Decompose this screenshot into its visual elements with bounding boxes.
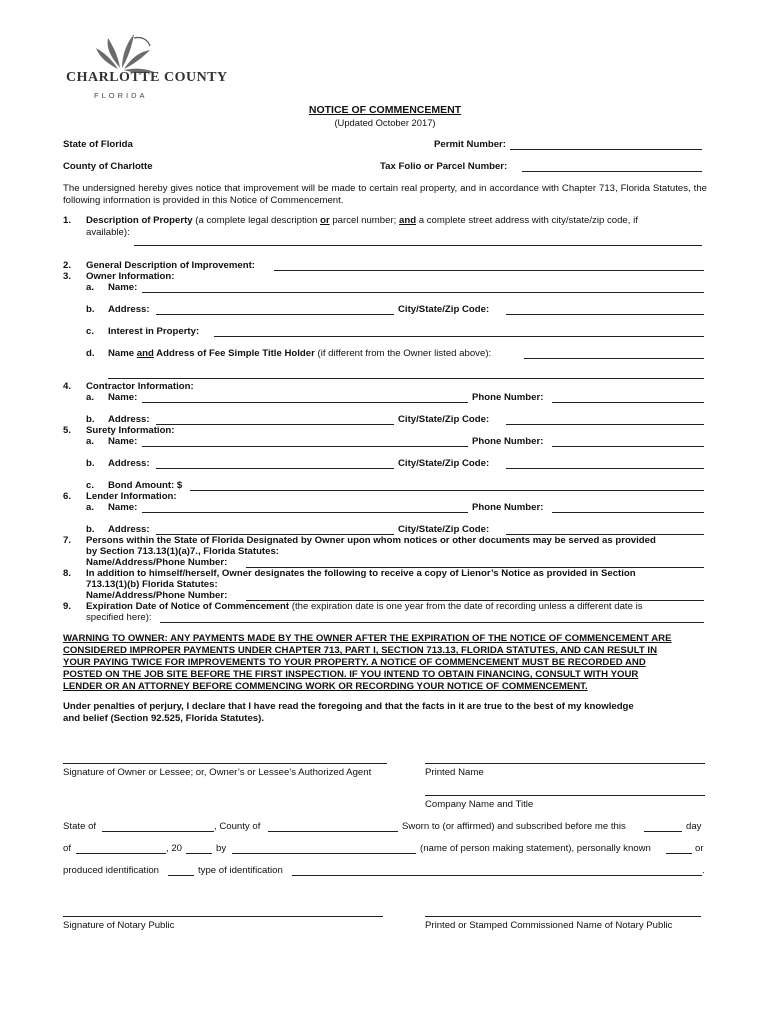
s8-nap-label: Name/Address/Phone Number: [86,590,228,601]
s5-c: c. [86,480,95,491]
bond-amount-field[interactable] [190,490,704,491]
s6-num: 6. [63,491,72,502]
s3-name-label: Name: [108,282,138,293]
produced-id-field[interactable] [168,875,194,876]
warning-line-5: LENDER OR AN ATTORNEY BEFORE COMMENCING WORK OR RECORDING YOUR NOTICE OF COMMENCEMENT. [63,681,588,692]
notary-month-field[interactable] [76,853,166,854]
company-title-field[interactable] [425,795,705,796]
owner-name-field[interactable] [142,292,704,293]
s6-a: a. [86,502,95,513]
perjury-line-1: Under penalties of perjury, I declare that I have read the foregoing and that the facts in it are true to the best of my knowledge [63,701,634,712]
surety-phone-field[interactable] [552,446,704,447]
owner-csz-field[interactable] [506,314,704,315]
notary-signature-field[interactable] [63,916,383,917]
notary-by-label: by [216,843,227,854]
s6-b: b. [86,524,95,535]
taxfolio-field[interactable] [522,171,702,172]
notary-state-field[interactable] [102,831,214,832]
s6-name-label: Name: [108,502,138,513]
perjury-line-2: and belief (Section 92.525, Florida Statutes). [63,713,264,724]
s3-d: d. [86,348,95,359]
s3-interest-label: Interest in Property: [108,326,200,337]
fee-holder-field[interactable] [524,358,704,359]
contractor-name-field[interactable] [142,402,468,403]
s8-num: 8. [63,568,72,579]
s7-nap-label: Name/Address/Phone Number: [86,557,228,568]
warning-line-1: WARNING TO OWNER: ANY PAYMENTS MADE BY THE OWNER AFTER THE EXPIRATION OF THE NOTICE OF COMMENCEMENT ARE [63,633,672,644]
produced-id-label: produced identification [63,865,160,876]
s4-address-label: Address: [108,414,150,425]
s5-label: Surety Information: [86,425,175,436]
s5-b: b. [86,458,95,469]
s1-text: Description of Property (a complete legal description or parcel number; and a complete street address with city/state/zip code, if [86,215,638,226]
s1-text-2: available): [86,227,130,238]
notary-name-of-label: (name of person making statement), personally known [420,843,651,854]
owner-address-field[interactable] [156,314,394,315]
notary-state-label: State of [63,821,97,832]
property-description-field[interactable] [134,245,702,246]
notary-day-field[interactable] [644,831,682,832]
warning-line-2: CONSIDERED IMPROPER PAYMENTS UNDER CHAPTER 713, PART I, SECTION 713.13, FLORIDA STATUTES, AND CAN RESULT IN [63,645,657,656]
intro-paragraph: The undersigned hereby gives notice that improvement will be made to certain real property, and in accordance with Chapter 713, Florida Statutes, the following information is provided in this Notice of Commencement. [63,183,707,206]
s8-line2: 713.13(1)(b) Florida Statutes: [86,579,218,590]
s5-address-label: Address: [108,458,150,469]
s4-label: Contractor Information: [86,381,194,392]
s9-num: 9. [63,601,72,612]
s6-csz-label: City/State/Zip Code: [398,524,490,535]
fee-holder-field-2[interactable] [108,378,704,379]
page-title: NOTICE OF COMMENCEMENT [308,104,462,116]
warning-line-4: POSTED ON THE JOB SITE BEFORE THE FIRST INSPECTION. IF YOU INTEND TO OBTAIN FINANCING, CONSULT WITH YOUR [63,669,639,680]
improvement-field[interactable] [274,270,704,271]
lender-name-field[interactable] [142,512,468,513]
s3-address-label: Address: [108,304,150,315]
permit-field[interactable] [510,149,702,150]
s5-a: a. [86,436,95,447]
s7-line1: Persons within the State of Florida Designated by Owner upon whom notices or other documents may be served as provided [86,535,656,546]
county-label: County of Charlotte [63,161,153,172]
fee-holder-label: Name and Address of Fee Simple Title Holder (if different from the Owner listed above): [108,348,492,359]
s4-name-label: Name: [108,392,138,403]
s5-bond-label: Bond Amount: $ [108,480,183,491]
s7-line2: by Section 713.13(1)(a)7., Florida Statutes: [86,546,279,557]
id-type-period: . [702,865,705,876]
page-subtitle: (Updated October 2017) [334,117,436,128]
id-type-label: type of identification [198,865,283,876]
logo-sub: FLORIDA [94,91,148,100]
s2-label: General Description of Improvement: [86,260,255,271]
s3-b: b. [86,304,95,315]
s2-num: 2. [63,260,72,271]
s4-a: a. [86,392,95,403]
notary-county-field[interactable] [268,831,398,832]
id-type-field[interactable] [292,875,702,876]
lender-phone-field[interactable] [552,512,704,513]
notary-year-label: , 20 [166,843,183,854]
printed-name-label: Printed Name [425,767,484,778]
s9-text-2: specified here): [86,612,152,623]
s1-num: 1. [63,215,72,226]
interest-field[interactable] [214,336,704,337]
surety-name-field[interactable] [142,446,468,447]
notary-of-label: of [63,843,72,854]
state-label: State of Florida [63,139,133,150]
notary-printed-name-field[interactable] [425,916,701,917]
notary-printed-name-label: Printed or Stamped Commissioned Name of Notary Public [425,920,673,931]
surety-csz-field[interactable] [506,468,704,469]
s5-csz-label: City/State/Zip Code: [398,458,490,469]
notary-or-label: or [695,843,704,854]
s4-b: b. [86,414,95,425]
s7-num: 7. [63,535,72,546]
contractor-csz-field[interactable] [506,424,704,425]
personally-known-field[interactable] [666,853,692,854]
owner-signature-label: Signature of Owner or Lessee; or, Owner’s or Lessee’s Authorized Agent [63,767,372,778]
permit-label: Permit Number: [434,139,506,150]
s5-num: 5. [63,425,72,436]
logo-name: CHARLOTTE COUNTY [66,70,228,85]
s4-num: 4. [63,381,72,392]
s4-phone-label: Phone Number: [472,392,544,403]
notary-signature-label: Signature of Notary Public [63,920,175,931]
s5-phone-label: Phone Number: [472,436,544,447]
contractor-address-field[interactable] [156,424,394,425]
warning-line-3: YOUR PAYING TWICE FOR IMPROVEMENTS TO YOUR PROPERTY. A NOTICE OF COMMENCEMENT MUST BE RECORDED AND [63,657,646,668]
s4-csz-label: City/State/Zip Code: [398,414,490,425]
s5-name-label: Name: [108,436,138,447]
taxfolio-label: Tax Folio or Parcel Number: [380,161,508,172]
s3-label: Owner Information: [86,271,175,282]
owner-signature-field[interactable] [63,763,387,764]
surety-address-field[interactable] [156,468,394,469]
expiration-date-field[interactable] [160,622,704,623]
company-title-label: Company Name and Title [425,799,534,810]
s6-label: Lender Information: [86,491,177,502]
s9-text: Expiration Date of Notice of Commencement (the expiration date is one year from the date of recording unless a different date is [86,601,643,612]
contractor-phone-field[interactable] [552,402,704,403]
s6-address-label: Address: [108,524,150,535]
notary-year-field[interactable] [186,853,212,854]
printed-name-field[interactable] [425,763,705,764]
s3-num: 3. [63,271,72,282]
s8-line1: In addition to himself/herself, Owner designates the following to receive a copy of Lienor’s Notice as provided in Section [86,568,636,579]
notary-sworn-label: Sworn to (or affirmed) and subscribed before me this [402,821,626,832]
notary-day-label: day [686,821,702,832]
notary-county-label: , County of [214,821,261,832]
notary-person-field[interactable] [232,853,416,854]
s3-a: a. [86,282,95,293]
s3-csz-label: City/State/Zip Code: [398,304,490,315]
s3-c: c. [86,326,95,337]
s6-phone-label: Phone Number: [472,502,544,513]
